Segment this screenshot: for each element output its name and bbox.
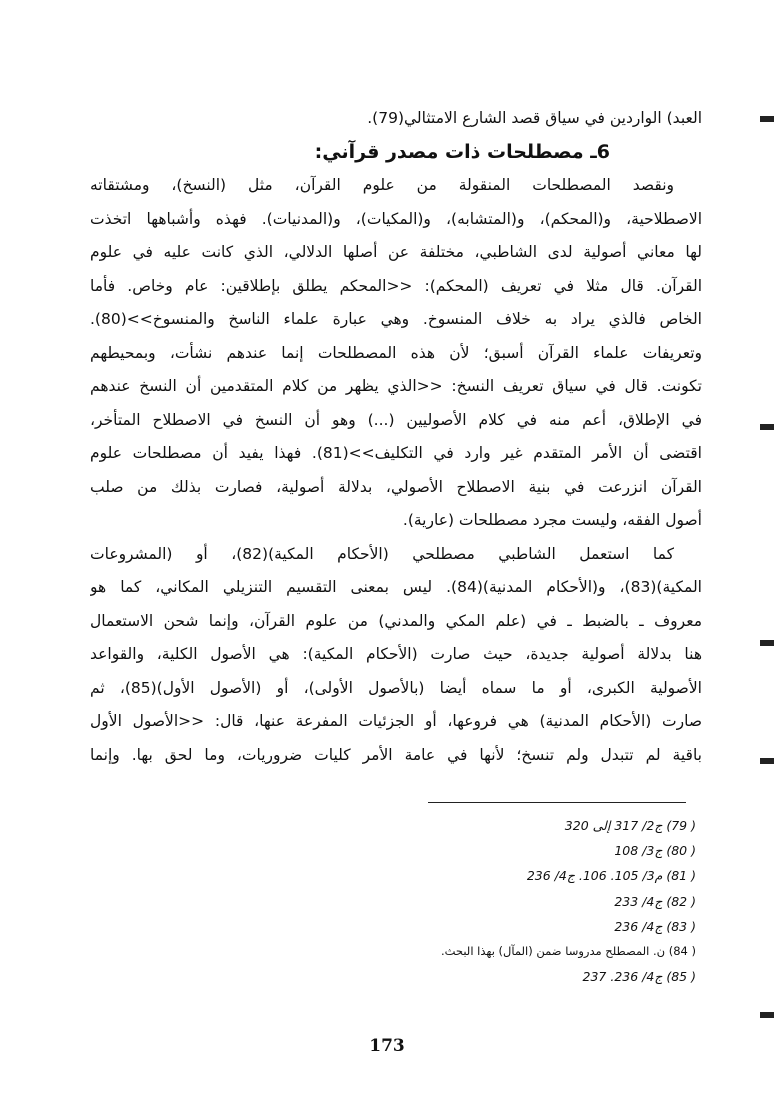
page-number: 173	[369, 1036, 405, 1056]
footnote: ( 83) ج4/ 236	[614, 918, 696, 934]
text-line: أصول الفقه، وليست مجرد مصطلحات (عارية).	[402, 511, 702, 529]
text-line: في الإطلاق، أعم منه في كلام الأصوليين (...) وهو أن النسخ في الاصطلاح المتأخر،	[90, 410, 702, 429]
text-line: صارت (الأحكام المدنية) هي فروعها، أو الجزئيات المفرعة عنها، قال: <<الأصول الأول	[90, 712, 702, 730]
text-line: هنا بدلالة أصولية جديدة، حيث صارت (الأحكام المكية): هي الأصول الكلية، والقواعد	[90, 645, 702, 663]
footnote: ( 85) ج4/ 236. 237	[582, 969, 696, 985]
text-line: الاصطلاحية، و(المحكم)، و(المتشابه)، و(المكيات)، و(المدنيات). فهذه وأشباهها اتخذت	[90, 209, 702, 228]
footnote: ( 80) ج3/ 108	[614, 843, 696, 859]
text-line: كما استعمل الشاطبي مصطلحي (الأحكام المكية)(82)، أو (المشروعات	[90, 544, 674, 563]
text-line: تكونت. قال في سياق تعريف النسخ: <<الذي يظهر من كلام المتقدمين أن النسخ عندهم	[90, 377, 702, 395]
margin-mark	[760, 1012, 774, 1018]
text-line: العبد) الواردين في سياق قصد الشارع الامتثالي(79).	[367, 109, 702, 127]
footnote: ( 84) ن. المصطلح مدروسا ضمن (المآل) بهذا البحث.	[440, 943, 696, 958]
text-line: الأصولية الكبرى، أو ما سماه أيضا (بالأصول الأولى)، أو (الأصول الأول)(85)، ثم	[90, 678, 702, 697]
footnotes	[276, 813, 696, 989]
footnote: ( 81) م3/ 105. 106. ج4/ 236	[526, 868, 696, 884]
text-line: الخاص فالذي يراد به خلاف المنسوخ. وهي عبارة علماء الناسخ والمنسوخ>>(80).	[90, 310, 702, 328]
margin-mark	[760, 116, 774, 122]
text-line: وتعريفات علماء القرآن أسبق؛ لأن هذه المصطلحات إنما عندهم نشأت، وبمحيطهم	[90, 343, 702, 362]
text-line: القرآن. قال مثلا في تعريف (المحكم): <<المحكم يطلق بإطلاقين: عام وخاص. فأما	[90, 276, 702, 295]
footnote-divider	[428, 802, 686, 803]
text-line: ونقصد المصطلحات المنقولة من علوم القرآن، مثل (النسخ)، ومشتقاته	[90, 176, 674, 194]
margin-mark	[760, 424, 774, 430]
margin-mark	[760, 758, 774, 764]
margin-mark	[760, 640, 774, 646]
text-line: المكية)(83)، و(الأحكام المدنية)(84). ليس بمعنى التقسيم التنزيلي المكاني، كما هو	[90, 578, 702, 596]
section-heading: 6ـ مصطلحات ذات مصدر قرآني:	[314, 140, 610, 163]
body-text	[90, 102, 702, 772]
text-line: لها معاني أصولية لدى الشاطبي، مختلفة عن أصلها الدلالي، الذي كانت عليه في علوم	[90, 243, 702, 261]
footnote: ( 79) ج2/ 317 إلى 320	[564, 818, 696, 833]
text-line: معروف ـ بالضبط ـ في (علم المكي والمدني) من علوم القرآن، وإنما شحن الاستعمال	[90, 611, 702, 630]
text-line: باقية لم تتبدل ولم تنسخ؛ لأنها في عامة الأمر كليات ضروريات، وما لحق بها. وإنما	[90, 745, 702, 764]
footnote: ( 82) ج4/ 233	[614, 893, 696, 909]
text-line: القرآن انزرعت في بنية الاصطلاح الأصولي، بدلالة أصولية، فصارت بذلك من صلب	[90, 477, 702, 496]
text-line: اقتضى أن الأمر المتقدم غير وارد في التكليف>>(81). فهذا يفيد أن مصطلحات علوم	[90, 444, 702, 462]
